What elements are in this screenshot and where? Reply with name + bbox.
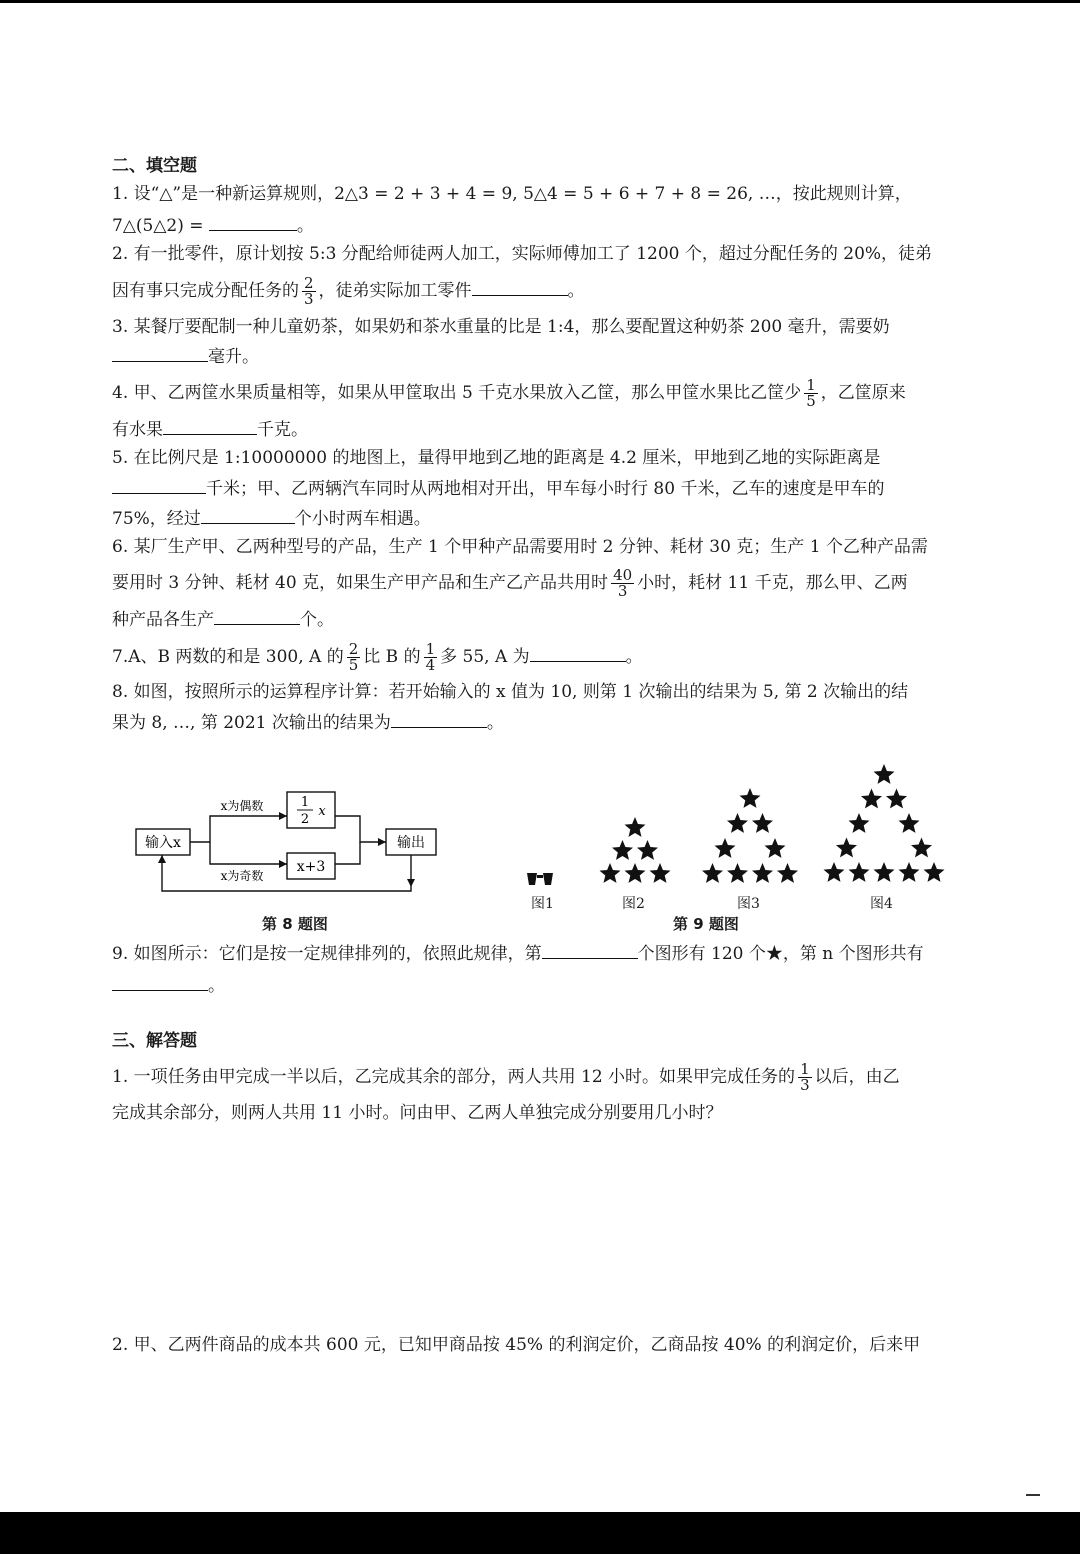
star-fig3-2 [752,813,773,833]
q4-text3: 有水果 [112,420,163,440]
flow-line-even [190,816,287,842]
q8-line1: 8. 如图，按照所示的运算程序计算：若开始输入的 x 值为 10, 则第 1 次输出的结果为 5, 第 2 次输出的结 [112,682,909,702]
figure-9-star-patterns [515,760,955,910]
q4-frac-den: 5 [806,392,816,410]
flow-output-label: 输出 [397,835,425,851]
flow-odd-label: x为奇数 [220,869,264,883]
s3-q1-frac-num: 1 [800,1060,810,1078]
star-fig4-11 [924,862,945,882]
q5-end: 个小时两车相遇。 [294,509,431,529]
q3-answer-blank[interactable] [112,343,208,362]
q3-end: 毫升。 [208,347,259,367]
star-fig4-8 [849,862,870,882]
q4-frac-num: 1 [806,376,816,394]
q4-fraction [804,378,818,409]
star-fig3-8 [777,863,798,883]
q8-answer-blank[interactable] [391,709,487,728]
star-fig4-9 [874,862,895,882]
q9-line2 [112,972,225,999]
q7-end: 。 [625,647,643,667]
star-fig3-0 [740,788,761,808]
s3-q1-line1 [112,1062,900,1093]
s3-q1-text2: 以后，由乙 [814,1067,900,1087]
q6-line2 [112,568,908,599]
flow-half-den: 2 [300,812,310,827]
q6-text4: 种产品各生产 [112,610,214,630]
q1-expression: 7△(5△2) = [112,216,209,236]
q2-end: 。 [567,281,585,301]
flow-plus3-label: x+3 [296,859,326,875]
s3-q1-fraction [798,1062,812,1093]
star-fig3-6 [727,863,748,883]
fig9-label-4: 图4 [870,896,893,912]
q6-text3: 小时，耗材 11 千克，那么甲、乙两 [637,573,908,593]
q5-answer-blank-1[interactable] [112,475,206,494]
s3-q1-frac-den: 3 [800,1076,810,1094]
star-fig2-3 [600,863,621,883]
q5-line2 [112,475,884,502]
q9-answer-blank-2[interactable] [112,972,208,991]
q6-end: 个。 [300,610,334,630]
flow-even-label: x为偶数 [220,799,264,813]
top-border [0,0,1080,3]
star-fig3-7 [752,863,773,883]
q9-text: 9. 如图所示：它们是按一定规律排列的，依照此规律，第 [112,944,542,964]
q7-answer-blank[interactable] [530,643,626,662]
q7-text2: 比 B 的 [363,647,421,667]
q7-text: 7.A、B 两数的和是 300, A 的 [112,647,344,667]
star-fig4-6 [911,838,932,858]
figure-8-caption: 第 8 题图 [262,915,328,933]
q7-frac1-num: 2 [348,640,359,658]
star-fig4-7 [824,862,845,882]
q4-text: 4. 甲、乙两筐水果质量相等，如果从甲筐取出 5 千克水果放入乙筐，那么甲筐水果比乙筐少 [112,383,802,403]
q4-end: 千克。 [257,420,308,440]
q2-line2 [112,276,585,307]
q2-frac-den: 3 [304,290,314,308]
flow-half-num: 1 [300,795,310,810]
q3-line1: 3. 某餐厅要配制一种儿童奶茶，如果奶和茶水重量的比是 1:4，那么要配置这种奶茶 200 毫升，需要奶 [112,317,890,337]
q1-line1: 1. 设“△”是一种新运算规则，2△3 = 2 + 3 + 4 = 9, 5△4 = 5 + 6 + 7 + 8 = 26, …，按此规则计算， [112,184,912,204]
q7-frac2-num: 1 [425,640,436,658]
q2-text2: ，徒弟实际加工零件 [318,281,472,301]
q9-answer-blank-1[interactable] [542,940,638,959]
q7-frac1-den: 5 [348,656,359,674]
flow-half-var: x [318,804,326,819]
q1-line2 [112,212,314,239]
star-fig3-1 [727,813,748,833]
q5-text3: 75%，经过 [112,509,201,529]
q9-text2: 个图形有 120 个★，第 n 个图形共有 [637,944,924,964]
fig9-label-1: 图1 [531,896,554,912]
star-fig4-1 [861,789,882,809]
section-3-title: 三、解答题 [112,1031,197,1051]
flow-input-label: 输入x [145,835,181,851]
figure-9-caption: 第 9 题图 [673,915,739,933]
star-fig4-5 [836,838,857,858]
q7-frac2-den: 4 [425,656,436,674]
star-fig4-3 [849,813,870,833]
q5-line1: 5. 在比例尺是 1:10000000 的地图上，量得甲地到乙地的距离是 4.2 厘米，甲地到乙地的实际距离是 [112,448,881,468]
q7-line [112,642,643,673]
fig9-shape-1 [527,873,553,885]
fig9-label-3: 图3 [737,896,760,912]
star-fig4-0 [874,764,895,784]
q6-answer-blank[interactable] [214,606,300,625]
q5-text2: 千米；甲、乙两辆汽车同时从两地相对开出，甲车每小时行 80 千米，乙车的速度是甲车的 [206,479,885,499]
q2-fraction [302,276,316,307]
q4-answer-blank[interactable] [163,416,257,435]
q6-frac-den: 3 [617,582,628,600]
q6-line3 [112,606,334,633]
q8-line2 [112,709,504,736]
star-fig2-4 [625,863,646,883]
bottom-black-bar [0,1512,1080,1554]
star-fig3-4 [765,838,786,858]
q9-line1 [112,940,924,967]
q2-answer-blank[interactable] [472,277,568,296]
q5-line3 [112,505,431,532]
q7-fraction-2 [424,642,438,673]
q6-fraction [611,568,634,599]
q1-answer-blank[interactable] [209,212,297,231]
figure-8-flowchart [130,785,450,900]
q6-frac-num: 40 [613,566,633,584]
star-fig4-2 [886,789,907,809]
q6-line1: 6. 某厂生产甲、乙两种型号的产品，生产 1 个甲种产品需要用时 2 分钟、耗材 30 克；生产 1 个乙种产品需 [112,537,928,557]
flow-line-even-out [335,816,386,842]
star-fig3-3 [715,838,736,858]
q6-text2: 要用时 3 分钟、耗材 40 克，如果生产甲产品和生产乙产品共用时 [112,573,609,593]
q8-end: 。 [486,713,504,733]
q1-end: 。 [296,216,314,236]
page-mark [1026,1494,1040,1496]
q9-end: 。 [208,976,225,996]
star-fig4-4 [899,813,920,833]
s3-q1-text: 1. 一项任务由甲完成一半以后，乙完成其余的部分，两人共用 12 小时。如果甲完成任务的 [112,1067,796,1087]
star-fig2-0 [625,817,646,837]
star-fig4-10 [899,862,920,882]
s3-q2-line1: 2. 甲、乙两件商品的成本共 600 元，已知甲商品按 45% 的利润定价，乙商品按 40% 的利润定价，后来甲 [112,1335,921,1355]
q2-line1: 2. 有一批零件，原计划按 5:3 分配给师徒两人加工，实际师傅加工了 1200 个，超过分配任务的 20%，徒弟 [112,244,933,264]
q7-fraction-1 [347,642,361,673]
s3-q1-line2: 完成其余部分，则两人共用 11 小时。问由甲、乙两人单独完成分别要用几小时？ [112,1103,723,1123]
flow-line-odd-out [335,842,360,864]
q3-line2 [112,343,259,370]
fig9-label-2: 图2 [622,896,645,912]
star-fig2-1 [612,840,633,860]
star-fig2-5 [650,863,671,883]
q2-text: 因有事只完成分配任务的 [112,281,299,301]
q8-text2: 果为 8, …, 第 2021 次输出的结果为 [112,713,391,733]
q5-answer-blank-2[interactable] [201,505,295,524]
q7-text3: 多 55, A 为 [440,647,530,667]
q4-text2: ，乙筐原来 [820,383,906,403]
flow-line-odd [210,842,287,864]
q4-line2 [112,416,308,443]
section-2-title: 二、填空题 [112,156,197,176]
q4-line1 [112,378,906,409]
star-fig2-2 [637,840,658,860]
star-fig3-5 [702,863,723,883]
q2-frac-num: 2 [304,274,314,292]
